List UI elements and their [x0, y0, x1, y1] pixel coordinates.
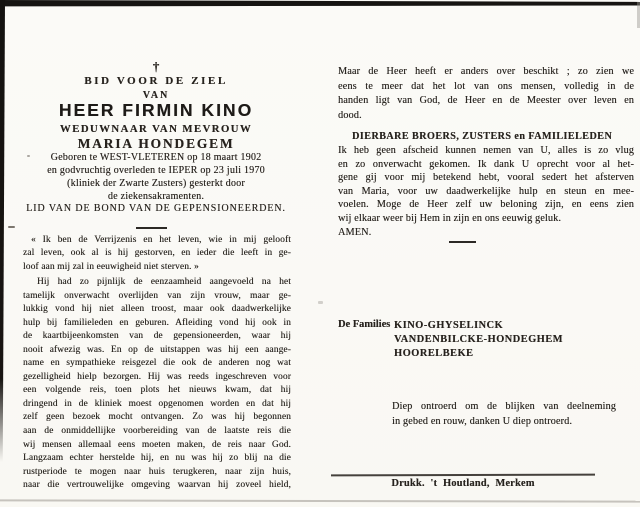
scan-speck [318, 301, 323, 304]
text-line: dood. [338, 109, 362, 121]
families-label: De Families [338, 319, 391, 330]
text-line: de ziekensakramenten. [107, 190, 205, 202]
pray-for-soul-line: BID VOOR DE ZIEL [84, 75, 228, 87]
text-line: Ik heb geen afscheid kunnen nemen van U, alles is zo vlug [338, 145, 634, 156]
scan-edge-bottom [0, 499, 640, 502]
text-line: in gebed en rouw, danken U diep ontroerd. [392, 415, 573, 427]
left-separator-rule [136, 227, 167, 229]
thanks-paragraph [392, 400, 616, 430]
text-line: Hij had zo pijnlijk de eenzaamheid aangevoeld na het [37, 277, 291, 287]
cross-icon: † [152, 59, 160, 74]
right-separator-rule [449, 241, 476, 243]
text-line: rustperiode te mogen naar huis terugkeren, naar zijn huis, [23, 466, 291, 477]
text-line: Diep ontroerd om de blijken van deelneming [392, 401, 616, 412]
text-line: de kaartbijeenkomsten van de gepensioneerden, waar hij [23, 331, 291, 342]
providence-paragraph [338, 65, 634, 123]
text-line: « Ik ben de Verrijzenis en het leven, wie in mij gelooft [31, 235, 291, 245]
text-line: voelen. Moge de Heer zelf uw beloning zijn, en eens zien [338, 199, 634, 211]
text-line: name en sympathieke reisgezel die ook de anderen nog wat [23, 358, 291, 369]
text-line: Geboren te WEST-VLETEREN op 18 maart 1902 [50, 152, 262, 163]
text-line: (kliniek der Zwarte Zusters) gesterkt door [67, 177, 245, 189]
scan-edge-top [0, 0, 640, 7]
family-names-list [394, 319, 563, 360]
text-line: gezelligheid hielp bezorgen. Hij was reeds ingeschreven voor [23, 371, 291, 382]
address-heading: DIERBARE BROERS, ZUSTERS en FAMILIELEDEN [352, 131, 613, 142]
text-line: nooit afwezig was. En op de uitstappen was hij een aange- [23, 344, 291, 355]
text-line: een volgende reis, toen plots het nieuws kwam, dat hij [23, 385, 291, 396]
widower-line: WEDUWNAAR VAN MEVROUW [59, 123, 253, 135]
text-line: HOORELBEKE [394, 347, 474, 359]
text-line: zal leven, ook al is hij gestorven, en ieder die leeft in ge- [23, 248, 291, 259]
scan-speck [8, 226, 15, 228]
text-line: hulp bij familieleden en geburen. Afleiding vond hij ook in [23, 317, 291, 328]
text-line: eens te meer dat het lot van ons mensen, volledig in de [338, 80, 634, 92]
text-line: zelf geen bezoek mocht ontvangen. Zo was hij begonnen [23, 412, 291, 423]
printer-rule [331, 474, 595, 477]
birth-death-lines [0, 152, 312, 204]
text-line: lukkig vond hij niet alleen troost, maar ook daadwerkelijke [23, 304, 291, 315]
text-line: van Maria, voor uw daadwerkelijke hulp en steun en mee- [338, 185, 634, 197]
van-line: VAN [142, 90, 170, 101]
eulogy-paragraph [23, 276, 291, 493]
text-line: handen ligt van God, de Heer en de Meester over leven en [338, 95, 634, 107]
text-line: KINO-GHYSELINCK [394, 320, 504, 331]
farewell-paragraph [338, 144, 634, 239]
text-line: en zo onverwacht gekomen. Ik dank U oprecht voor al het- [338, 158, 634, 170]
text-line: AMEN. [338, 226, 372, 238]
text-line: Langzaam echter herstelde hij, en nu was hij zo blij na die [23, 453, 291, 464]
text-line: gene gij voor mij betekend hebt, vooral sedert het afsterven [338, 172, 634, 184]
deceased-name: HEER FIRMIN KINO [58, 100, 254, 120]
text-line: dringend in de kliniek moest opgenomen worden en dat hij [23, 398, 291, 409]
text-line: wij elkaar weer bij Hem in zijn en ons eeuwig geluk. [338, 212, 562, 224]
text-line: VANDENBILCKE-HONDEGHEM [394, 333, 563, 345]
printer-line: Drukk. 't Houtland, Merkem [391, 477, 535, 489]
membership-line: LID VAN DE BOND VAN DE GEPENSIONEERDEN. [26, 203, 286, 214]
text-line: wij mensen allemaal eens moeten maken, de reis naar God. [23, 439, 291, 450]
text-line: naar die vertrouwelijke omgeving waarvan hij zoveel hield, [23, 480, 291, 491]
text-line: tamelijk onverwacht overlijden van zijn vrouw, maar ge- [23, 290, 291, 301]
text-line: loof aan mij zal in eeuwigheid niet sterven. » [23, 261, 199, 272]
text-line: Maar de Heer heeft er anders over beschikt ; zo zien we [338, 66, 634, 77]
families-block [338, 319, 634, 360]
scripture-quote [23, 234, 291, 274]
text-line: en godvruchtig overleden te IEPER op 23 juli 1970 [47, 164, 265, 176]
spouse-name: MARIA HONDEGEM [77, 136, 235, 151]
text-line: aan de onmiddellijke voorbereiding van de laatste reis die [23, 426, 291, 437]
